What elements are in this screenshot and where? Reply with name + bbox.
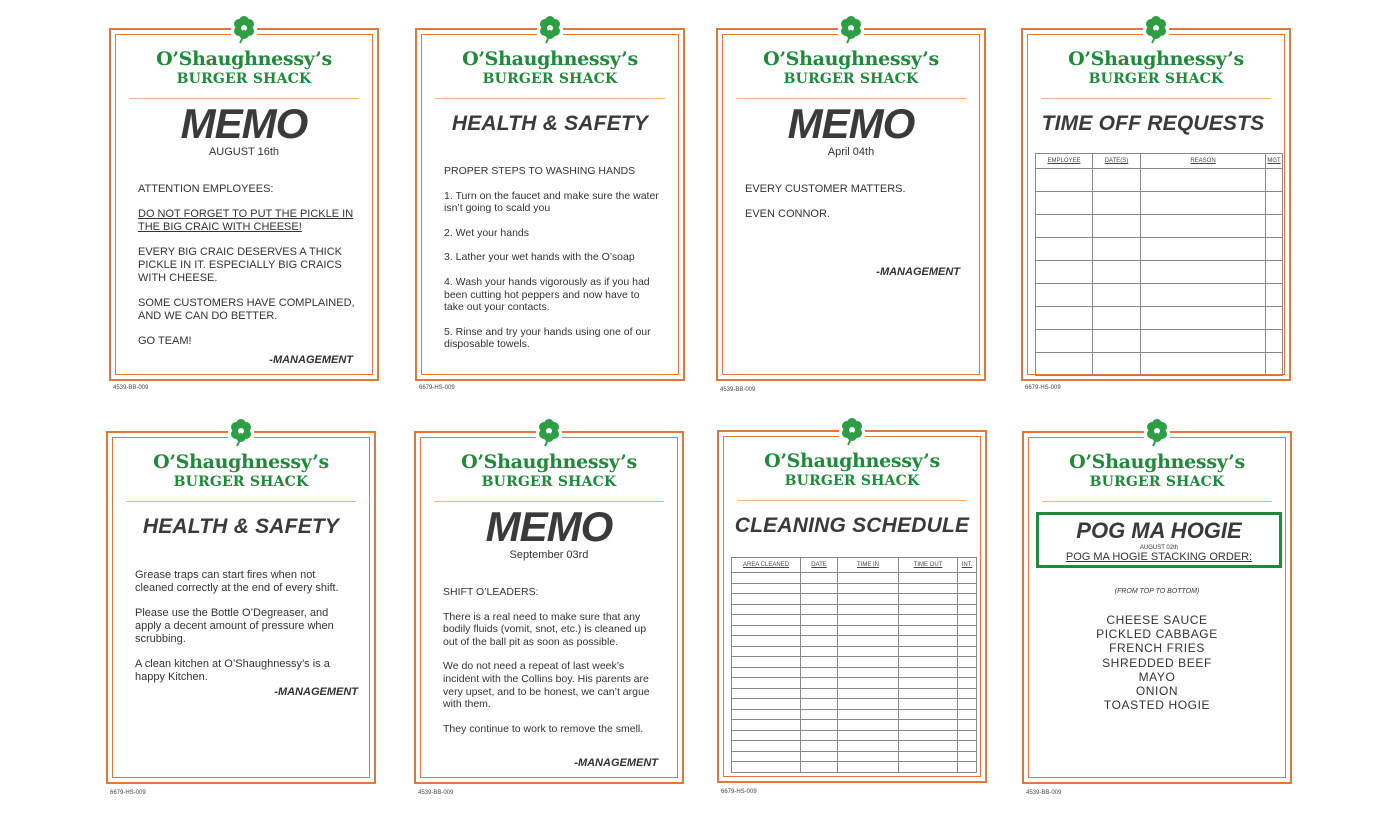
list-item: TOASTED HOGIE	[1103, 698, 1211, 713]
list-item: CHEESE SAUCE	[1106, 613, 1208, 627]
shamrock-icon	[839, 418, 865, 446]
cleaning-title: CLEANING SCHEDULE	[734, 514, 970, 537]
time-off-card	[1021, 28, 1291, 381]
shamrock-icon	[228, 419, 254, 447]
shamrock-icon	[838, 16, 864, 44]
column-header: MGT	[1266, 154, 1283, 169]
list-item: ONION	[1135, 684, 1179, 699]
memo-title: MEMO	[787, 100, 915, 147]
health-safety-card-hands	[415, 28, 685, 381]
brand-logo: O’Shaughnessy’s BURGER SHACK	[462, 48, 638, 87]
memo-card-april	[716, 28, 986, 381]
brand-logo: O’Shaughnessy’s BURGER SHACK	[153, 451, 329, 490]
doc-code: 4539-BB-009	[1026, 790, 1062, 796]
memo-card-august	[109, 28, 379, 381]
memo-title: MEMO	[485, 503, 613, 550]
signature: -MANAGEMENT	[274, 686, 358, 698]
signature: -MANAGEMENT	[876, 266, 960, 278]
memo-card-september	[414, 431, 684, 784]
column-header: REASON	[1141, 154, 1266, 169]
brand-logo: O’Shaughnessy’s BURGER SHACK	[764, 450, 940, 489]
shamrock-icon	[1143, 16, 1169, 44]
list-item: MAYO	[1138, 669, 1176, 684]
brand-logo: O’Shaughnessy’s BURGER SHACK	[1068, 48, 1244, 87]
doc-code: 4539-BB-009	[113, 385, 149, 391]
time-off-table	[1035, 153, 1283, 376]
cleaning-rows[interactable]	[732, 573, 977, 773]
memo-body: ATTENTION EMPLOYEES: DO NOT FORGET TO PUT THE PICKLE IN THE BIG CRAIC WITH CHEESE! EVERY BIG CRAIC DESERVES A THICK PICKLE IN IT. ESPECIALLY BIG CRAICS WITH CHEESE. SOME CUSTOMERS HAVE COMPLAINED, AND WE CAN DO BETTER. GO TEAM!	[138, 183, 355, 347]
health-safety-title: HEALTH & SAFETY	[142, 515, 340, 538]
memo-date: September 03rd	[509, 549, 589, 561]
column-header: INT.	[958, 558, 977, 573]
signature: -MANAGEMENT	[574, 757, 658, 769]
pog-note: (FROM TOP TO BOTTOM)	[1114, 588, 1200, 595]
shamrock-icon	[1144, 419, 1170, 447]
column-header: DATE	[801, 558, 838, 573]
time-off-rows[interactable]	[1036, 169, 1283, 376]
doc-code: 4539-BB-009	[720, 387, 756, 393]
health-safety-card-grease	[106, 431, 376, 784]
cleaning-schedule-card	[717, 430, 987, 783]
column-header: EMPLOYEE	[1036, 154, 1093, 169]
doc-code: 6679-HS-009	[110, 790, 146, 796]
brand-logo: O’Shaughnessy’s BURGER SHACK	[156, 48, 332, 87]
pog-ma-hogie-card	[1022, 431, 1292, 784]
list-item: PICKLED CABBAGE	[1096, 627, 1218, 642]
pog-date: AUGUST 02th	[1139, 545, 1179, 551]
doc-code: 6679-HS-009	[1025, 385, 1061, 391]
shamrock-icon	[231, 16, 257, 44]
column-header: AREA CLEANED	[732, 558, 801, 573]
list-item: SHREDDED BEEF	[1102, 655, 1212, 670]
memo-date: AUGUST 16th	[208, 146, 280, 158]
cleaning-table	[731, 557, 977, 773]
memo-title: MEMO	[180, 100, 308, 147]
signature: -MANAGEMENT	[269, 354, 353, 366]
time-off-title: TIME OFF REQUESTS	[1041, 112, 1265, 135]
brand-logo: O’Shaughnessy’s BURGER SHACK	[461, 451, 637, 490]
memo-date: April 04th	[827, 146, 875, 158]
health-safety-body: Grease traps can start fires when not cleaned correctly at the end of every shift. Please use the Bottle O’Degreaser, and apply a decent amount of pressure when scrubbing. A clean kitchen at O’Shaughnessy’s is a happy Kitchen.	[135, 569, 339, 683]
memo-body: SHIFT O’LEADERS: There is a real need to make sure that any bodily fluids (vomit, snot, etc.) is cleaned up out of the ball pit as soon as possible. We do not need a repeat of last week’s incident with the Collins boy. His parents are very upset, and to be honest, we can’t argue with them. They continue to work to remove the smell.	[443, 586, 650, 735]
brand-logo: O’Shaughnessy’s BURGER SHACK	[763, 48, 939, 87]
doc-code: 6679-HS-009	[419, 385, 455, 391]
column-header: TIME OUT	[899, 558, 958, 573]
list-item: FRENCH FRIES	[1109, 641, 1205, 656]
shamrock-icon	[536, 419, 562, 447]
pog-title: POG MA HOGIE	[1076, 518, 1242, 543]
memo-body: EVERY CUSTOMER MATTERS. EVEN CONNOR.	[745, 183, 906, 220]
pog-subtitle: POG MA HOGIE STACKING ORDER:	[1065, 551, 1253, 563]
health-safety-title: HEALTH & SAFETY	[451, 112, 649, 135]
shamrock-icon	[537, 16, 563, 44]
doc-code: 6679-HS-009	[721, 789, 757, 795]
column-header: DATE(S)	[1093, 154, 1141, 169]
health-safety-body: PROPER STEPS TO WASHING HANDS 1. Turn on the faucet and make sure the water isn’t going to scald you 2. Wet your hands 3. Lather your wet hands with the O’soap 4. Wash your hands vigorously as if you had been cutting hot peppers and now have to take out your contacts. 5. Rinse and try your hands using one of our disposable towels.	[444, 165, 659, 351]
stacking-list	[1024, 613, 1290, 712]
brand-logo: O’Shaughnessy’s BURGER SHACK	[1069, 451, 1245, 490]
column-header: TIME IN	[838, 558, 899, 573]
doc-code: 4539-BB-009	[418, 790, 454, 796]
pog-header-box	[1036, 512, 1282, 568]
